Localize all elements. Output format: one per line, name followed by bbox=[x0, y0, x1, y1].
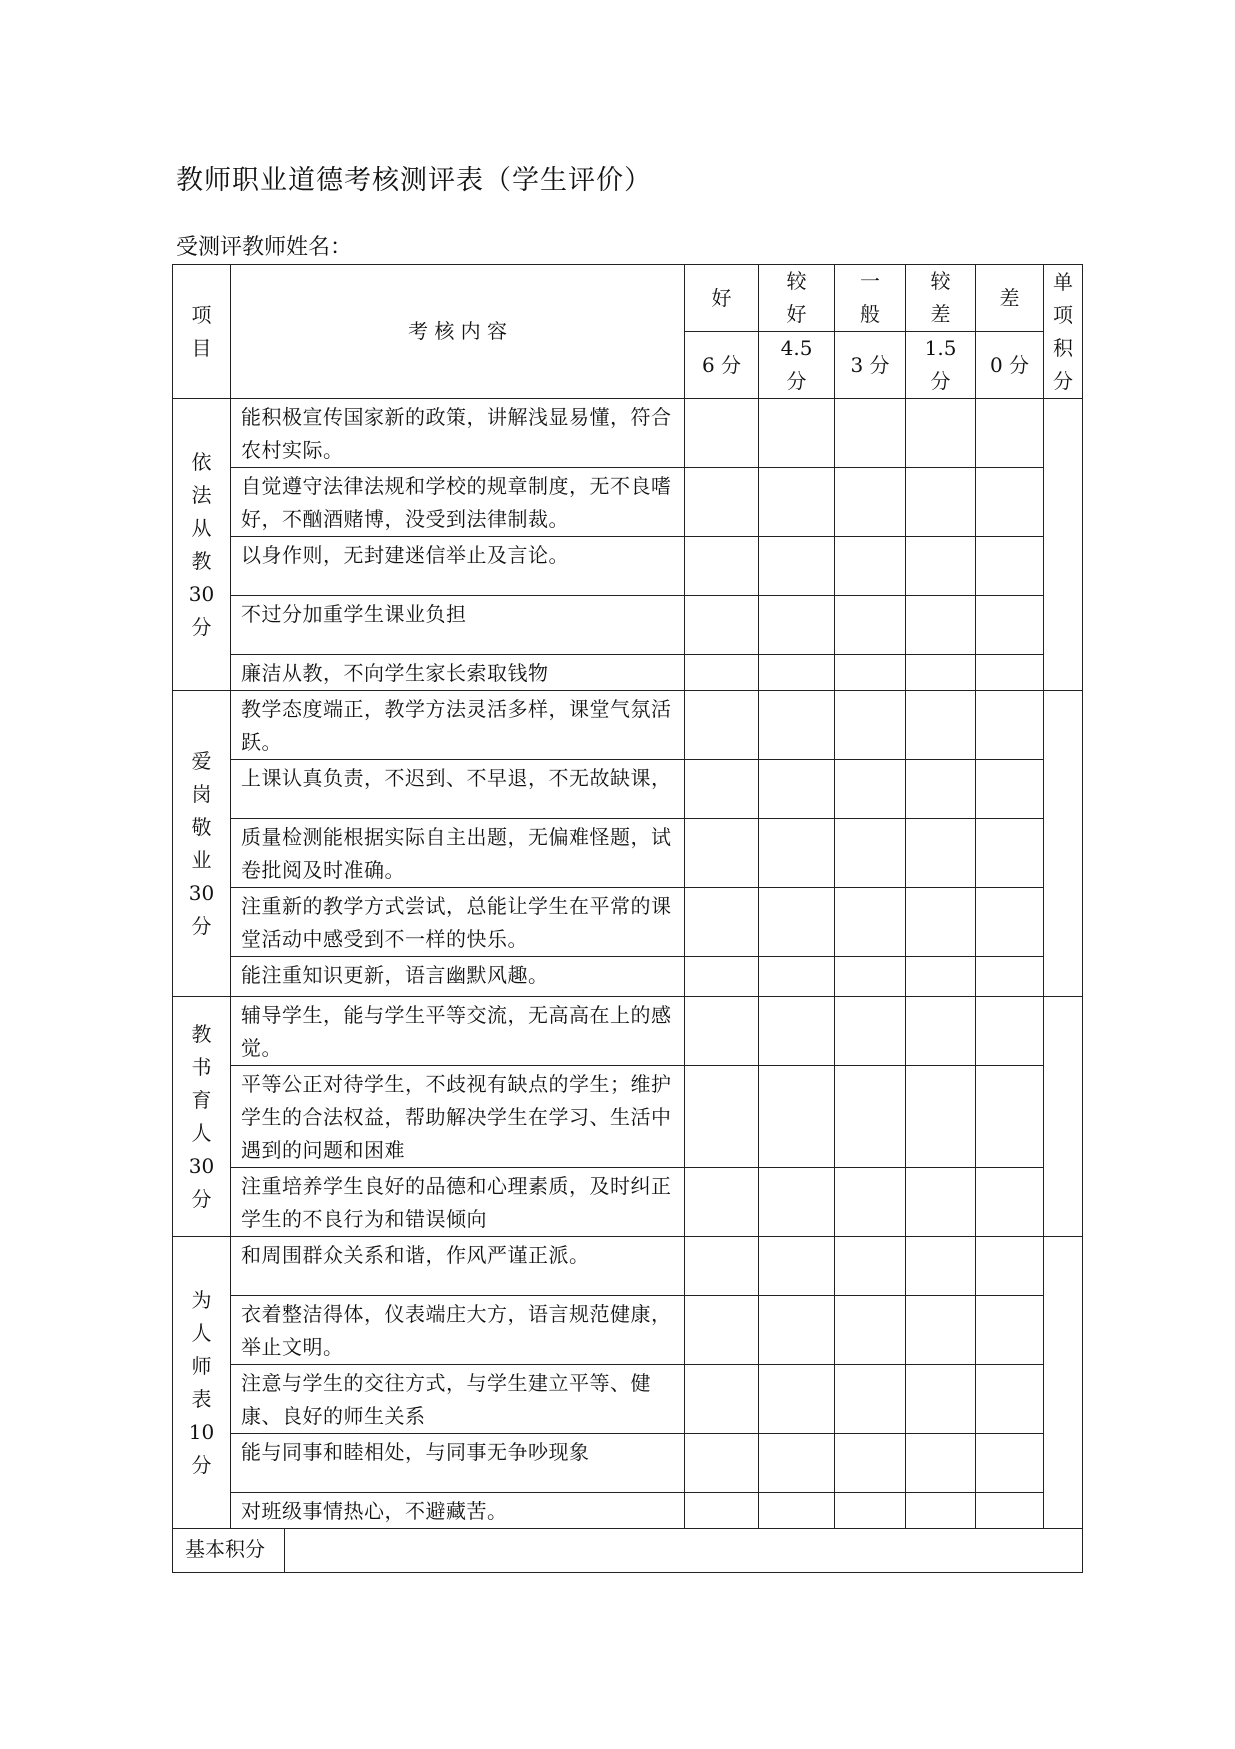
header-rating-score: 6 分 bbox=[685, 332, 759, 399]
rating-cell[interactable] bbox=[976, 1237, 1044, 1296]
table-body bbox=[173, 265, 1083, 1573]
criterion-text: 上课认真负责，不迟到、不早退，不无故缺课， bbox=[231, 760, 685, 819]
total-value-cell[interactable] bbox=[285, 1529, 1083, 1573]
rating-cell[interactable] bbox=[685, 888, 759, 957]
criterion-text: 注意与学生的交往方式，与学生建立平等、健康、良好的师生关系 bbox=[231, 1365, 685, 1434]
rating-cell[interactable] bbox=[976, 997, 1044, 1066]
rating-cell[interactable] bbox=[906, 819, 976, 888]
rating-cell[interactable] bbox=[976, 1434, 1044, 1493]
rating-cell[interactable] bbox=[685, 1296, 759, 1365]
rating-cell[interactable] bbox=[906, 596, 976, 655]
rating-cell[interactable] bbox=[976, 1365, 1044, 1434]
rating-cell[interactable] bbox=[835, 468, 906, 537]
rating-cell[interactable] bbox=[976, 760, 1044, 819]
table-row bbox=[173, 468, 1083, 537]
rating-cell[interactable] bbox=[759, 1434, 835, 1493]
rating-cell[interactable] bbox=[835, 1365, 906, 1434]
evaluation-table bbox=[172, 264, 1083, 1573]
rating-cell[interactable] bbox=[685, 537, 759, 596]
rating-cell[interactable] bbox=[976, 596, 1044, 655]
rating-cell[interactable] bbox=[976, 691, 1044, 760]
rating-cell[interactable] bbox=[906, 655, 976, 691]
rating-cell[interactable] bbox=[759, 1365, 835, 1434]
header-content: 考 核 内 容 bbox=[231, 265, 685, 399]
rating-cell[interactable] bbox=[759, 468, 835, 537]
table-row bbox=[173, 888, 1083, 957]
rating-cell[interactable] bbox=[759, 1296, 835, 1365]
rating-cell[interactable] bbox=[759, 957, 835, 997]
criterion-text: 能与同事和睦相处，与同事无争吵现象 bbox=[231, 1434, 685, 1493]
rating-cell[interactable] bbox=[685, 1493, 759, 1529]
rating-cell[interactable] bbox=[906, 468, 976, 537]
rating-cell[interactable] bbox=[906, 1296, 976, 1365]
rating-cell[interactable] bbox=[835, 1066, 906, 1168]
rating-cell[interactable] bbox=[835, 1168, 906, 1237]
table-row bbox=[173, 760, 1083, 819]
rating-cell[interactable] bbox=[906, 1168, 976, 1237]
rating-cell[interactable] bbox=[685, 596, 759, 655]
criterion-text: 能注重知识更新，语言幽默风趣。 bbox=[231, 957, 685, 997]
criterion-text: 对班级事情热心，不避藏苦。 bbox=[231, 1493, 685, 1529]
rating-cell[interactable] bbox=[685, 399, 759, 468]
rating-cell[interactable] bbox=[906, 1434, 976, 1493]
criterion-text: 质量检测能根据实际自主出题，无偏难怪题，试卷批阅及时准确。 bbox=[231, 819, 685, 888]
criterion-text: 廉洁从教，不向学生家长索取钱物 bbox=[231, 655, 685, 691]
rating-cell[interactable] bbox=[906, 1066, 976, 1168]
header-rating-score: 4.5 分 bbox=[759, 332, 835, 399]
rating-cell[interactable] bbox=[685, 997, 759, 1066]
rating-cell[interactable] bbox=[906, 888, 976, 957]
rating-cell[interactable] bbox=[906, 1365, 976, 1434]
rating-cell[interactable] bbox=[976, 1168, 1044, 1237]
header-rating-score: 3 分 bbox=[835, 332, 906, 399]
rating-cell[interactable] bbox=[976, 819, 1044, 888]
header-row-labels bbox=[173, 265, 1083, 332]
rating-cell[interactable] bbox=[759, 691, 835, 760]
criterion-text: 能积极宣传国家新的政策，讲解浅显易懂，符合农村实际。 bbox=[231, 399, 685, 468]
criterion-text: 衣着整洁得体，仪表端庄大方，语言规范健康，举止文明。 bbox=[231, 1296, 685, 1365]
rating-cell[interactable] bbox=[759, 1493, 835, 1529]
category-label: 爱 岗 敬 业 30 分 bbox=[173, 691, 231, 997]
header-rating-label: 较 好 bbox=[759, 265, 835, 332]
rating-cell[interactable] bbox=[685, 655, 759, 691]
rating-cell[interactable] bbox=[906, 1237, 976, 1296]
rating-cell[interactable] bbox=[685, 819, 759, 888]
table-row bbox=[173, 1434, 1083, 1493]
rating-cell[interactable] bbox=[835, 537, 906, 596]
category-label: 教 书 育 人 30 分 bbox=[173, 997, 231, 1237]
rating-cell[interactable] bbox=[976, 1066, 1044, 1168]
criterion-text: 自觉遵守法律法规和学校的规章制度，无不良嗜好，不酗酒赌博，没受到法律制裁。 bbox=[231, 468, 685, 537]
rating-cell[interactable] bbox=[759, 1168, 835, 1237]
rating-cell[interactable] bbox=[835, 1237, 906, 1296]
rating-cell[interactable] bbox=[685, 1237, 759, 1296]
rating-cell[interactable] bbox=[685, 1066, 759, 1168]
table-row bbox=[173, 1066, 1083, 1168]
rating-cell[interactable] bbox=[835, 760, 906, 819]
criterion-text: 注重培养学生良好的品德和心理素质，及时纠正学生的不良行为和错误倾向 bbox=[231, 1168, 685, 1237]
table-row bbox=[173, 1237, 1083, 1296]
category-label: 依 法 从 教 30 分 bbox=[173, 399, 231, 691]
rating-cell[interactable] bbox=[685, 1365, 759, 1434]
rating-cell[interactable] bbox=[976, 537, 1044, 596]
criterion-text: 注重新的教学方式尝试，总能让学生在平常的课堂活动中感受到不一样的快乐。 bbox=[231, 888, 685, 957]
table-row bbox=[173, 537, 1083, 596]
table-row bbox=[173, 399, 1083, 468]
rating-cell[interactable] bbox=[835, 691, 906, 760]
header-rating-label: 差 bbox=[976, 265, 1044, 332]
rating-cell[interactable] bbox=[685, 468, 759, 537]
header-rating-label: 一 般 bbox=[835, 265, 906, 332]
rating-cell[interactable] bbox=[906, 537, 976, 596]
rating-cell[interactable] bbox=[759, 537, 835, 596]
rating-cell[interactable] bbox=[685, 691, 759, 760]
rating-cell[interactable] bbox=[906, 399, 976, 468]
table-row bbox=[173, 1168, 1083, 1237]
category-label: 为 人 师 表 10 分 bbox=[173, 1237, 231, 1529]
criterion-text: 教学态度端正，教学方法灵活多样，课堂气氛活跃。 bbox=[231, 691, 685, 760]
rating-cell[interactable] bbox=[835, 1296, 906, 1365]
rating-cell[interactable] bbox=[759, 655, 835, 691]
rating-cell[interactable] bbox=[976, 399, 1044, 468]
total-row bbox=[173, 1529, 1083, 1573]
rating-cell[interactable] bbox=[976, 1296, 1044, 1365]
header-rating-label: 好 bbox=[685, 265, 759, 332]
rating-cell[interactable] bbox=[906, 691, 976, 760]
rating-cell[interactable] bbox=[759, 399, 835, 468]
rating-cell[interactable] bbox=[759, 596, 835, 655]
rating-cell[interactable] bbox=[906, 957, 976, 997]
single-score-cell[interactable] bbox=[1044, 399, 1083, 691]
rating-cell[interactable] bbox=[759, 997, 835, 1066]
table-row bbox=[173, 957, 1083, 997]
rating-cell[interactable] bbox=[835, 888, 906, 957]
rating-cell[interactable] bbox=[976, 888, 1044, 957]
table-row bbox=[173, 1296, 1083, 1365]
single-score-cell[interactable] bbox=[1044, 691, 1083, 997]
rating-cell[interactable] bbox=[835, 655, 906, 691]
rating-cell[interactable] bbox=[976, 957, 1044, 997]
rating-cell[interactable] bbox=[976, 655, 1044, 691]
rating-cell[interactable] bbox=[835, 596, 906, 655]
single-score-cell[interactable] bbox=[1044, 997, 1083, 1237]
teacher-name-label: 受测评教师姓名： bbox=[176, 235, 353, 260]
criterion-text: 平等公正对待学生，不歧视有缺点的学生；维护学生的合法权益，帮助解决学生在学习、生活中遇到的问题和困难 bbox=[231, 1066, 685, 1168]
rating-cell[interactable] bbox=[685, 957, 759, 997]
page-title: 教师职业道德考核测评表（学生评价） bbox=[176, 165, 652, 196]
table-row bbox=[173, 997, 1083, 1066]
rating-cell[interactable] bbox=[759, 1066, 835, 1168]
table-row bbox=[173, 596, 1083, 655]
rating-cell[interactable] bbox=[976, 1493, 1044, 1529]
single-score-cell[interactable] bbox=[1044, 1237, 1083, 1529]
header-single-score: 单 项 积 分 bbox=[1044, 265, 1083, 399]
rating-cell[interactable] bbox=[835, 819, 906, 888]
rating-cell[interactable] bbox=[835, 957, 906, 997]
table-row bbox=[173, 1493, 1083, 1529]
rating-cell[interactable] bbox=[685, 1434, 759, 1493]
header-rating-label: 较 差 bbox=[906, 265, 976, 332]
rating-cell[interactable] bbox=[835, 1493, 906, 1529]
rating-cell[interactable] bbox=[685, 760, 759, 819]
rating-cell[interactable] bbox=[906, 997, 976, 1066]
rating-cell[interactable] bbox=[906, 1493, 976, 1529]
header-rating-score: 0 分 bbox=[976, 332, 1044, 399]
total-label: 基本积分 bbox=[173, 1529, 285, 1573]
rating-cell[interactable] bbox=[835, 399, 906, 468]
header-rating-score: 1.5 分 bbox=[906, 332, 976, 399]
rating-cell[interactable] bbox=[759, 760, 835, 819]
rating-cell[interactable] bbox=[906, 760, 976, 819]
rating-cell[interactable] bbox=[759, 819, 835, 888]
criterion-text: 以身作则，无封建迷信举止及言论。 bbox=[231, 537, 685, 596]
table-row bbox=[173, 655, 1083, 691]
rating-cell[interactable] bbox=[835, 997, 906, 1066]
table-row bbox=[173, 691, 1083, 760]
rating-cell[interactable] bbox=[835, 1434, 906, 1493]
criterion-text: 辅导学生，能与学生平等交流，无高高在上的感觉。 bbox=[231, 997, 685, 1066]
criterion-text: 和周围群众关系和谐，作风严谨正派。 bbox=[231, 1237, 685, 1296]
header-item: 项 目 bbox=[173, 265, 231, 399]
rating-cell[interactable] bbox=[759, 888, 835, 957]
table-row bbox=[173, 1365, 1083, 1434]
rating-cell[interactable] bbox=[976, 468, 1044, 537]
rating-cell[interactable] bbox=[759, 1237, 835, 1296]
rating-cell[interactable] bbox=[685, 1168, 759, 1237]
table-row bbox=[173, 819, 1083, 888]
criterion-text: 不过分加重学生课业负担 bbox=[231, 596, 685, 655]
